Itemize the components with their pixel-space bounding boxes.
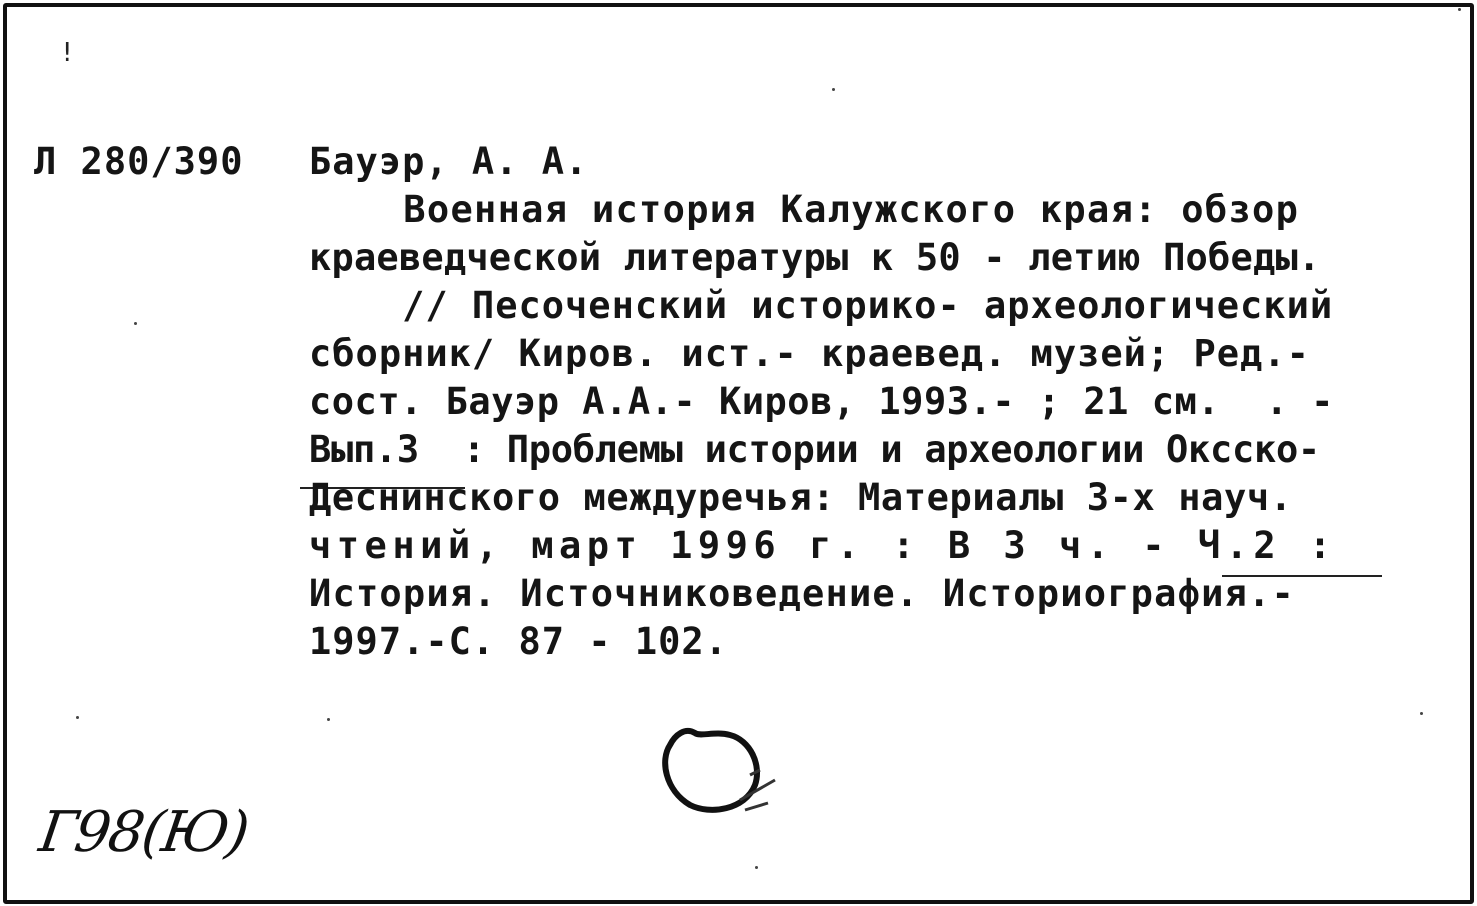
text-line: 1997.-С. 87 - 102.: [309, 620, 728, 663]
author-line: Бауэр, А. А.: [309, 140, 589, 183]
text-line: // Песоченский историко- археологический: [309, 284, 1334, 327]
text-line: чтений, март 1996 г. : В 3 ч. - Ч.2 :: [309, 524, 1337, 567]
library-stamp: [650, 715, 800, 825]
text-line: Деснинского междуречья: Материалы 3-х науч.: [309, 476, 1293, 519]
text-line: История. Источниковедение. Историография.-: [309, 572, 1295, 615]
text-line: сост. Бауэр А.А.- Киров, 1993.- ; 21 см. . -: [309, 380, 1334, 423]
text-line: сборник/ Киров. ист.- краевед. музей; Ред.-: [309, 332, 1310, 375]
text-line: Военная история Калужского края: обзор: [309, 188, 1300, 231]
speck: [327, 718, 330, 721]
speck: [134, 322, 137, 325]
text-line: краеведческой литературы к 50 - летию Победы.: [309, 236, 1321, 279]
corner-mark: !: [62, 38, 73, 68]
speck: [76, 716, 79, 719]
handwritten-note: Г98(Ю): [35, 800, 252, 865]
speck: [832, 88, 835, 91]
speck: [1420, 712, 1423, 715]
text-line: Вып.3 : Проблемы истории и археологии Оксско-: [309, 428, 1320, 471]
speck: [1458, 8, 1461, 11]
shelfmark: Л 280/390: [34, 140, 244, 183]
speck: [755, 866, 758, 869]
